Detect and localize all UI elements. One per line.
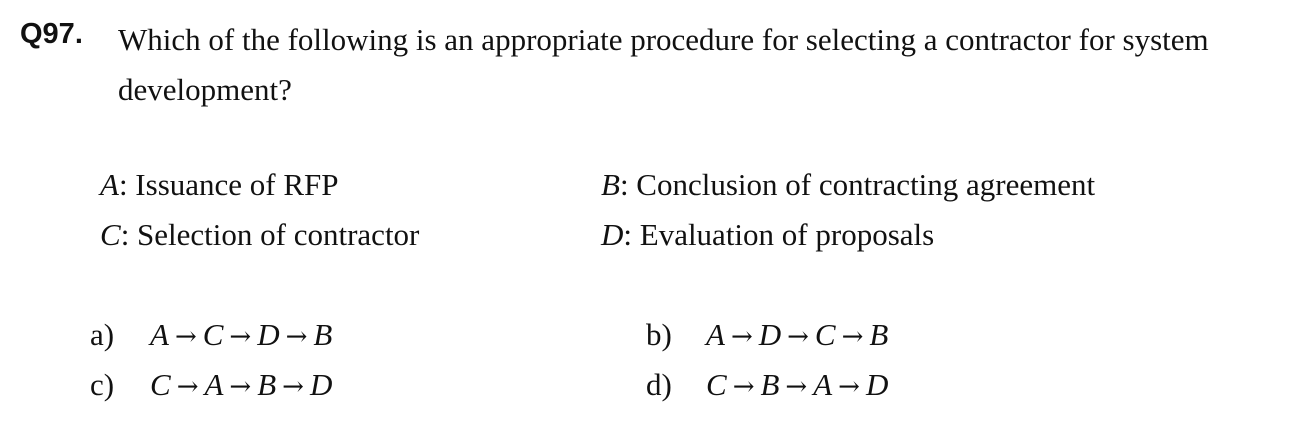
item-key: C bbox=[100, 217, 121, 252]
item-label: : Conclusion of contracting agreement bbox=[619, 167, 1096, 202]
arrow-icon: → bbox=[176, 372, 199, 402]
arrow-icon: → bbox=[229, 372, 252, 402]
item-key: B bbox=[601, 167, 620, 202]
item-label: : Evaluation of proposals bbox=[623, 217, 935, 252]
arrow-icon: → bbox=[787, 322, 809, 352]
choice-sequence bbox=[706, 317, 888, 352]
choice-d[interactable] bbox=[646, 365, 888, 407]
arrow-icon: → bbox=[838, 372, 860, 402]
choice-b[interactable] bbox=[646, 315, 888, 357]
sequence-step: B bbox=[313, 317, 333, 352]
item-b bbox=[601, 165, 1095, 205]
choice-letter: b) bbox=[646, 317, 672, 352]
arrow-icon: → bbox=[174, 322, 197, 352]
item-key: D bbox=[601, 217, 624, 252]
sequence-step: C bbox=[814, 317, 836, 352]
arrow-icon: → bbox=[285, 322, 308, 352]
choice-letter: c) bbox=[90, 367, 115, 402]
choice-sequence bbox=[706, 367, 888, 402]
choice-sequence bbox=[150, 367, 332, 402]
item-key: A bbox=[100, 167, 119, 202]
sequence-step: C bbox=[150, 367, 171, 402]
sequence-step: C bbox=[706, 367, 727, 402]
arrow-icon: → bbox=[841, 322, 864, 352]
question-number: Q97. bbox=[20, 18, 83, 50]
choice-letter: a) bbox=[90, 317, 115, 352]
item-d bbox=[601, 215, 934, 255]
item-a bbox=[100, 165, 339, 205]
arrow-icon: → bbox=[282, 372, 304, 402]
choice-c[interactable] bbox=[90, 365, 332, 407]
arrow-icon: → bbox=[785, 372, 808, 402]
sequence-step: D bbox=[758, 317, 782, 352]
question-text: Which of the following is an appropriate procedure for selecting a contractor for system development? bbox=[118, 22, 1209, 107]
sequence-step: B bbox=[760, 367, 780, 402]
choice-sequence bbox=[150, 317, 332, 352]
sequence-step: A bbox=[706, 317, 725, 352]
arrow-icon: → bbox=[229, 322, 252, 352]
arrow-icon: → bbox=[732, 372, 755, 402]
choice-letter: d) bbox=[646, 367, 672, 402]
sequence-step: C bbox=[202, 317, 224, 352]
sequence-step: A bbox=[813, 367, 833, 402]
choice-a[interactable] bbox=[90, 315, 332, 357]
sequence-step: A bbox=[204, 367, 224, 402]
sequence-step: B bbox=[869, 317, 889, 352]
arrow-icon: → bbox=[730, 322, 753, 352]
sequence-step: D bbox=[309, 367, 333, 402]
sequence-step: A bbox=[150, 317, 169, 352]
item-label: : Selection of contractor bbox=[120, 217, 420, 252]
sequence-step: B bbox=[257, 367, 277, 402]
item-label: : Issuance of RFP bbox=[118, 167, 339, 202]
sequence-step: D bbox=[257, 317, 280, 352]
sequence-step: D bbox=[865, 367, 889, 402]
item-c bbox=[100, 215, 419, 255]
